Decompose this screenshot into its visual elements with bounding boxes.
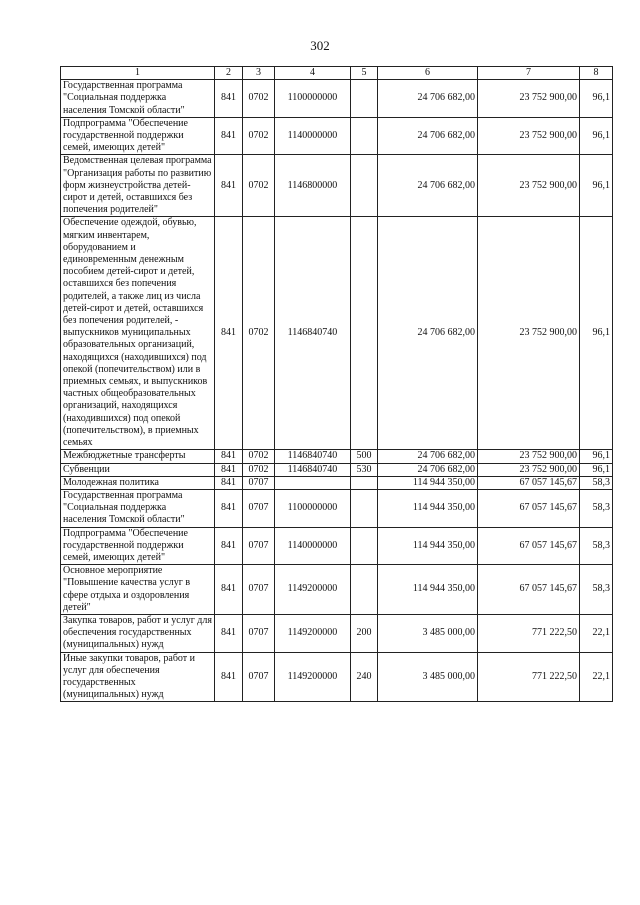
row-name-cell: Основное мероприятие "Повышение качества услуг в сфере отдыха и оздоровления детей" [61, 565, 215, 615]
expense-type-cell [351, 565, 378, 615]
plan-amount-cell: 24 706 682,00 [378, 463, 478, 476]
target-code-cell: 1149200000 [275, 652, 351, 702]
table-row [61, 489, 613, 527]
table-row [61, 450, 613, 463]
percent-cell: 96,1 [580, 80, 613, 118]
expense-type-cell [351, 527, 378, 565]
ministry-code-cell: 841 [215, 527, 243, 565]
actual-amount-cell: 67 057 145,67 [478, 527, 580, 565]
target-code-cell: 1146840740 [275, 450, 351, 463]
row-name-cell: Иные закупки товаров, работ и услуг для обеспечения государственных (муниципальных) нужд [61, 652, 215, 702]
target-code-cell: 1149200000 [275, 614, 351, 652]
expense-type-cell: 200 [351, 614, 378, 652]
plan-amount-cell: 114 944 350,00 [378, 565, 478, 615]
plan-amount-cell: 114 944 350,00 [378, 489, 478, 527]
section-code-cell: 0702 [243, 117, 275, 155]
expense-type-cell [351, 476, 378, 489]
section-code-cell: 0707 [243, 652, 275, 702]
target-code-cell: 1100000000 [275, 80, 351, 118]
plan-amount-cell: 114 944 350,00 [378, 476, 478, 489]
target-code-cell: 1146840740 [275, 217, 351, 450]
section-code-cell: 0702 [243, 80, 275, 118]
row-name-cell: Государственная программа "Социальная поддержка населения Томской области" [61, 80, 215, 118]
column-header: 5 [351, 67, 378, 80]
percent-cell: 22,1 [580, 652, 613, 702]
ministry-code-cell: 841 [215, 463, 243, 476]
plan-amount-cell: 3 485 000,00 [378, 652, 478, 702]
percent-cell: 96,1 [580, 450, 613, 463]
plan-amount-cell: 3 485 000,00 [378, 614, 478, 652]
ministry-code-cell: 841 [215, 489, 243, 527]
table-row [61, 155, 613, 217]
percent-cell: 96,1 [580, 117, 613, 155]
column-header: 1 [61, 67, 215, 80]
percent-cell: 96,1 [580, 155, 613, 217]
ministry-code-cell: 841 [215, 565, 243, 615]
table-row [61, 463, 613, 476]
section-code-cell: 0707 [243, 614, 275, 652]
row-name-cell: Межбюджетные трансферты [61, 450, 215, 463]
target-code-cell: 1140000000 [275, 527, 351, 565]
column-header: 7 [478, 67, 580, 80]
section-code-cell: 0707 [243, 476, 275, 489]
actual-amount-cell: 23 752 900,00 [478, 450, 580, 463]
table-row [61, 527, 613, 565]
ministry-code-cell: 841 [215, 155, 243, 217]
row-name-cell: Субвенции [61, 463, 215, 476]
section-code-cell: 0707 [243, 489, 275, 527]
row-name-cell: Закупка товаров, работ и услуг для обеспечения государственных (муниципальных) нужд [61, 614, 215, 652]
actual-amount-cell: 23 752 900,00 [478, 80, 580, 118]
table-row [61, 217, 613, 450]
section-code-cell: 0702 [243, 450, 275, 463]
actual-amount-cell: 67 057 145,67 [478, 489, 580, 527]
actual-amount-cell: 67 057 145,67 [478, 565, 580, 615]
column-header: 8 [580, 67, 613, 80]
column-header: 6 [378, 67, 478, 80]
section-code-cell: 0707 [243, 527, 275, 565]
header-row [61, 67, 613, 80]
column-header: 2 [215, 67, 243, 80]
percent-cell: 96,1 [580, 217, 613, 450]
target-code-cell: 1146800000 [275, 155, 351, 217]
target-code-cell: 1149200000 [275, 565, 351, 615]
target-code-cell [275, 476, 351, 489]
expense-type-cell: 500 [351, 450, 378, 463]
actual-amount-cell: 23 752 900,00 [478, 155, 580, 217]
table-row [61, 652, 613, 702]
expense-type-cell [351, 80, 378, 118]
percent-cell: 58,3 [580, 489, 613, 527]
section-code-cell: 0702 [243, 155, 275, 217]
plan-amount-cell: 24 706 682,00 [378, 155, 478, 217]
expense-type-cell [351, 489, 378, 527]
row-name-cell: Подпрограмма "Обеспечение государственной поддержки семей, имеющих детей" [61, 527, 215, 565]
percent-cell: 58,3 [580, 565, 613, 615]
ministry-code-cell: 841 [215, 450, 243, 463]
ministry-code-cell: 841 [215, 614, 243, 652]
table-row [61, 476, 613, 489]
row-name-cell: Ведомственная целевая программа "Организация работы по развитию форм жизнеустройства детей-сирот и детей, оставшихся без попечения родителей" [61, 155, 215, 217]
plan-amount-cell: 24 706 682,00 [378, 80, 478, 118]
table-body [61, 67, 613, 702]
actual-amount-cell: 23 752 900,00 [478, 217, 580, 450]
row-name-cell: Государственная программа "Социальная поддержка населения Томской области" [61, 489, 215, 527]
row-name-cell: Подпрограмма "Обеспечение государственной поддержки семей, имеющих детей" [61, 117, 215, 155]
table-row [61, 565, 613, 615]
section-code-cell: 0702 [243, 463, 275, 476]
target-code-cell: 1100000000 [275, 489, 351, 527]
plan-amount-cell: 24 706 682,00 [378, 450, 478, 463]
percent-cell: 22,1 [580, 614, 613, 652]
ministry-code-cell: 841 [215, 476, 243, 489]
actual-amount-cell: 771 222,50 [478, 652, 580, 702]
actual-amount-cell: 23 752 900,00 [478, 463, 580, 476]
budget-table [60, 66, 613, 702]
expense-type-cell [351, 117, 378, 155]
percent-cell: 96,1 [580, 463, 613, 476]
table-row [61, 80, 613, 118]
actual-amount-cell: 771 222,50 [478, 614, 580, 652]
table-row [61, 614, 613, 652]
table-row [61, 117, 613, 155]
plan-amount-cell: 24 706 682,00 [378, 217, 478, 450]
actual-amount-cell: 23 752 900,00 [478, 117, 580, 155]
actual-amount-cell: 67 057 145,67 [478, 476, 580, 489]
ministry-code-cell: 841 [215, 80, 243, 118]
section-code-cell: 0702 [243, 217, 275, 450]
column-header: 4 [275, 67, 351, 80]
percent-cell: 58,3 [580, 476, 613, 489]
ministry-code-cell: 841 [215, 217, 243, 450]
target-code-cell: 1140000000 [275, 117, 351, 155]
ministry-code-cell: 841 [215, 117, 243, 155]
section-code-cell: 0707 [243, 565, 275, 615]
row-name-cell: Молодежная политика [61, 476, 215, 489]
row-name-cell: Обеспечение одеждой, обувью, мягким инвентарем, оборудованием и единовременным денежным пособием детей-сирот и детей, оставшихся без попечения родителей, а также лиц из числа детей-сирот и детей, оставшихся без попечения родителей, - выпускников муниципальных образовательных организаций, находящихся (находившихся) под опекой (попечительством) или в приемных семьях, и выпускников частных общеобразовательных организаций, находящихся (находившихся) под опекой (попечительством), в приемных семьях [61, 217, 215, 450]
plan-amount-cell: 114 944 350,00 [378, 527, 478, 565]
ministry-code-cell: 841 [215, 652, 243, 702]
expense-type-cell [351, 155, 378, 217]
expense-type-cell: 240 [351, 652, 378, 702]
column-header: 3 [243, 67, 275, 80]
expense-type-cell [351, 217, 378, 450]
target-code-cell: 1146840740 [275, 463, 351, 476]
plan-amount-cell: 24 706 682,00 [378, 117, 478, 155]
percent-cell: 58,3 [580, 527, 613, 565]
page-number: 302 [310, 38, 330, 53]
expense-type-cell: 530 [351, 463, 378, 476]
